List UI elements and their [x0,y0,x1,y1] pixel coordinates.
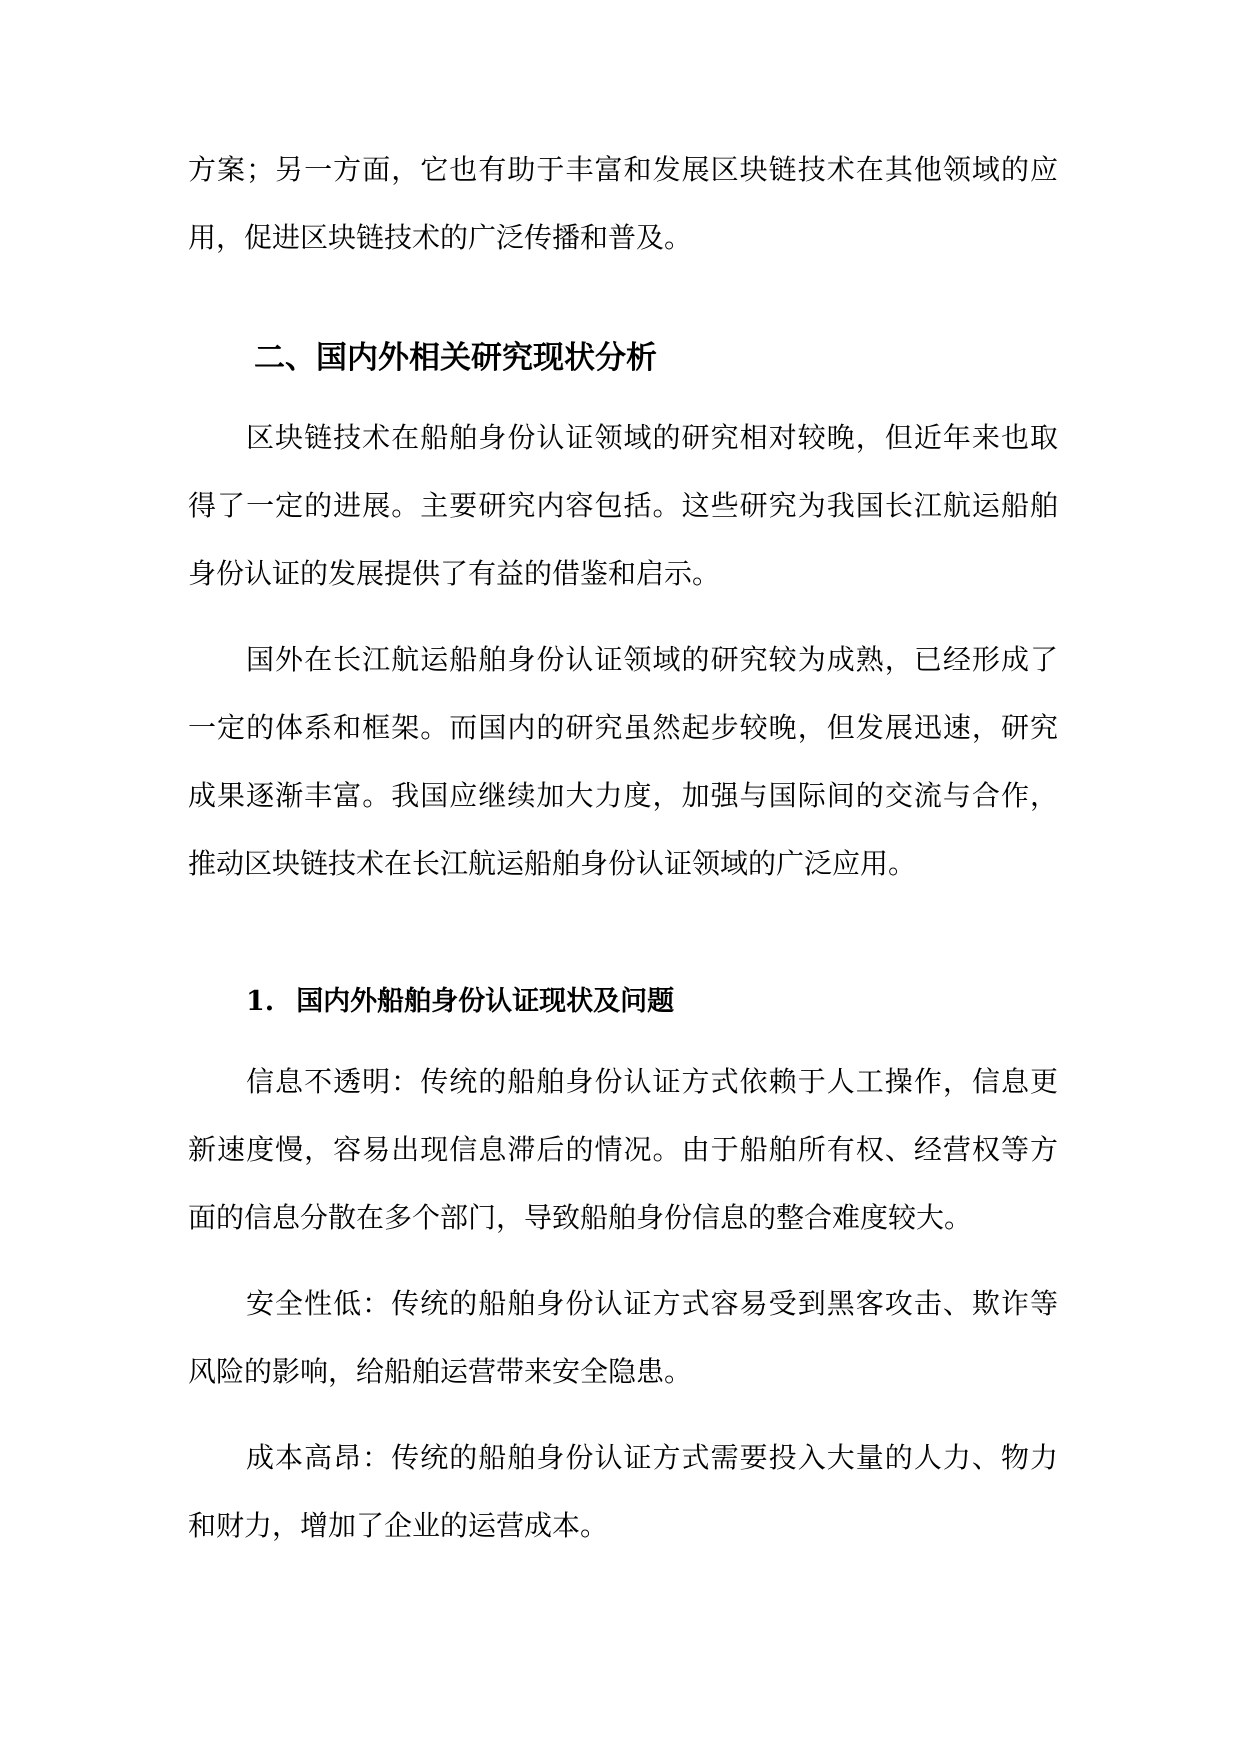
paragraph-intro-line-1: 方案；另一方面，它也有助于丰富和发展区块链技术在其他领域的应 [188,153,1058,186]
subsection-title: 国内外船舶身份认证现状及问题 [296,986,675,1017]
paragraph-abroad-line-3: 成果逐渐丰富。我国应继续加大力度，加强与国际间的交流与合作， [188,779,1058,812]
paragraph-research-line-3: 身份认证的发展提供了有益的借鉴和启示。 [188,557,721,590]
paragraph-cost-line-2: 和财力，增加了企业的运营成本。 [188,1509,609,1542]
subsection-number: 1. [246,986,275,1017]
paragraph-info-line-3: 面的信息分散在多个部门，导致船舶身份信息的整合难度较大。 [188,1201,973,1234]
paragraph-info-line-2: 新速度慢，容易出现信息滞后的情况。由于船舶所有权、经营权等方 [188,1133,1058,1166]
section-heading: 二、国内外相关研究现状分析 [254,340,657,376]
paragraph-research-line-2: 得了一定的进展。主要研究内容包括。这些研究为我国长江航运船舶 [188,489,1058,522]
paragraph-abroad-line-1: 国外在长江航运船舶身份认证领域的研究较为成熟，已经形成了 [246,643,1058,676]
paragraph-security-line-1: 安全性低：传统的船舶身份认证方式容易受到黑客攻击、欺诈等 [246,1287,1058,1320]
paragraph-intro-line-2: 用，促进区块链技术的广泛传播和普及。 [188,221,693,254]
paragraph-security-line-2: 风险的影响，给船舶运营带来安全隐患。 [188,1355,693,1388]
paragraph-abroad-line-2: 一定的体系和框架。而国内的研究虽然起步较晚，但发展迅速，研究 [188,711,1058,744]
paragraph-cost-line-1: 成本高昂：传统的船舶身份认证方式需要投入大量的人力、物力 [246,1441,1058,1474]
subsection-heading [246,982,674,1022]
paragraph-research-line-1: 区块链技术在船舶身份认证领域的研究相对较晚，但近年来也取 [246,421,1058,454]
paragraph-info-line-1: 信息不透明：传统的船舶身份认证方式依赖于人工操作，信息更 [246,1065,1058,1098]
paragraph-abroad-line-4: 推动区块链技术在长江航运船舶身份认证领域的广泛应用。 [188,847,917,880]
